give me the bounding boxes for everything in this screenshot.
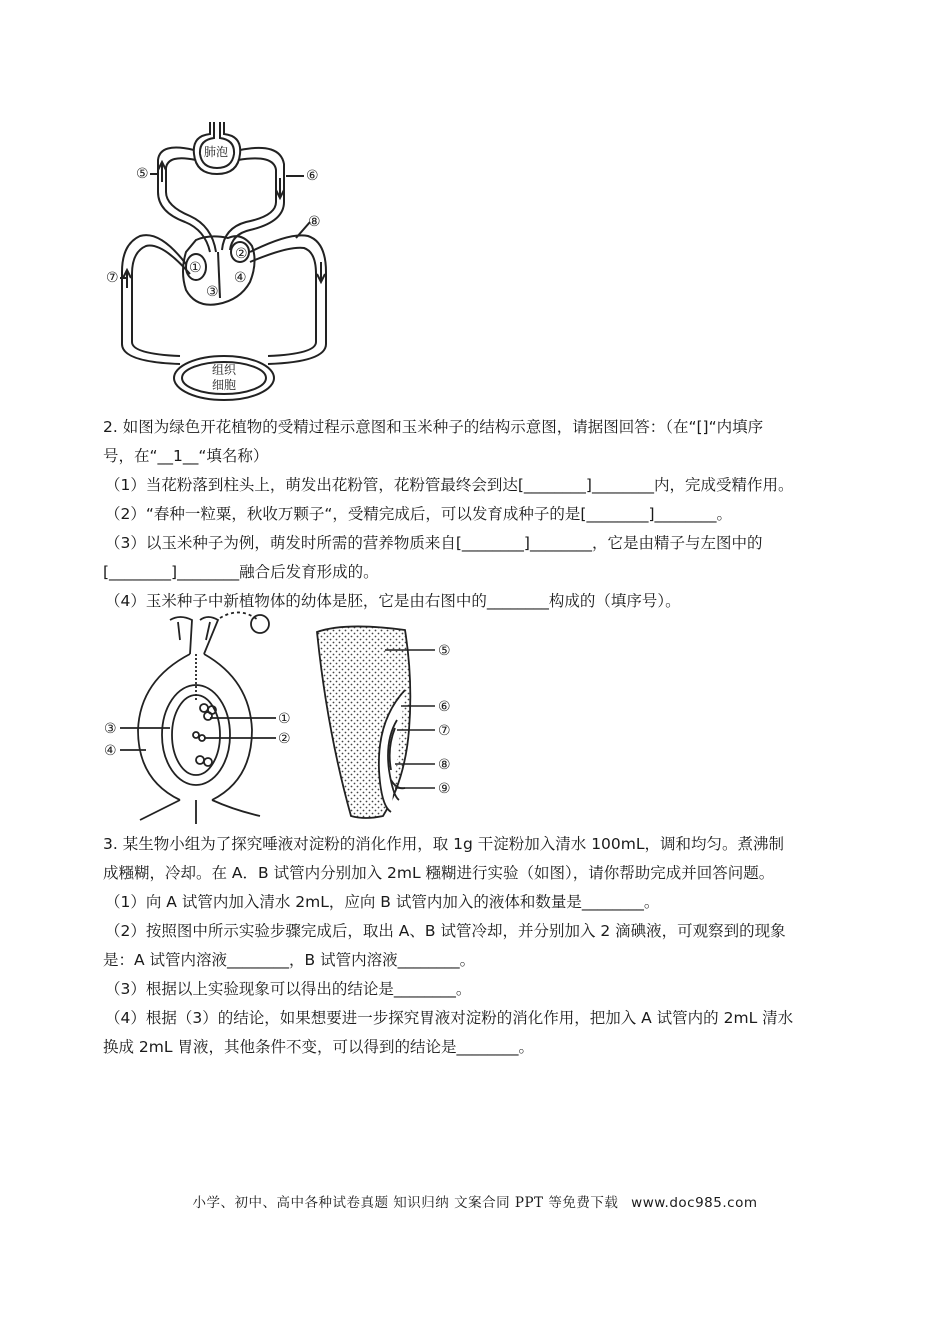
q2-intro-1: 2. 如图为绿色开花植物的受精过程示意图和玉米种子的结构示意图，请据图回答：（在“[]“内填序	[103, 418, 764, 436]
q3-sub-1: （1）向 A 试管内加入清水 2mL，应向 B 试管内加入的液体和数量是________。	[105, 893, 660, 911]
corn-seed-diagram	[305, 620, 465, 825]
flower-label-1: ①	[278, 711, 291, 727]
q2-intro-2: 号，在“__1__“填名称）	[103, 447, 269, 465]
seed-label-8: ⑧	[438, 757, 451, 773]
q2-sub-2: （2）“春种一粒粟，秋收万颗子“，受精完成后，可以发育成种子的是[________]________。	[105, 505, 733, 523]
flower-label-3: ③	[104, 721, 117, 737]
question-3	[103, 830, 848, 1062]
question-2	[103, 413, 848, 616]
q3-sub-2a: （2）按照图中所示实验步骤完成后，取出 A、B 试管冷却，并分别加入 2 滴碘液，可观察到的现象	[105, 922, 786, 940]
label-3: ③	[206, 284, 219, 300]
label-1: ①	[189, 260, 202, 276]
label-2: ②	[235, 246, 248, 262]
footer-text: 小学、初中、高中各种试卷真题 知识归纳 文案合同 PPT 等免费下载	[192, 1195, 619, 1211]
seed-label-7: ⑦	[438, 723, 451, 739]
label-4: ④	[234, 270, 247, 286]
seed-label-9: ⑨	[438, 781, 451, 797]
fertilization-diagram	[100, 610, 300, 825]
q3-sub-4b: 换成 2mL 胃液，其他条件不变，可以得到的结论是________。	[103, 1038, 534, 1056]
page-footer	[0, 1191, 950, 1211]
label-8: ⑦	[106, 270, 119, 286]
footer-url[interactable]: www.doc985.com	[631, 1195, 758, 1211]
tissue-label-2: 细胞	[212, 378, 237, 392]
q2-sub-3b: [________]________融合后发育形成的。	[103, 563, 379, 581]
q3-sub-3: （3）根据以上实验现象可以得出的结论是________。	[105, 980, 472, 998]
q2-sub-1: （1）当花粉落到柱头上，萌发出花粉管，花粉管最终会到达[________]________内，完成受精作用。	[105, 476, 794, 494]
circulation-diagram	[100, 112, 340, 402]
tissue-label-1: 组织	[212, 363, 237, 377]
label-6: ⑥	[306, 168, 319, 184]
q2-sub-4: （4）玉米种子中新植物体的幼体是胚，它是由右图中的________构成的（填序号）。	[105, 592, 681, 610]
seed-label-5: ⑤	[438, 643, 451, 659]
q3-intro-2: 成糨糊，冷却。在 A．B 试管内分别加入 2mL 糨糊进行实验（如图），请你帮助完成并回答问题。	[103, 864, 775, 882]
flower-label-2: ②	[278, 731, 291, 747]
q3-sub-4a: （4）根据（3）的结论，如果想要进一步探究胃液对淀粉的消化作用，把加入 A 试管内的 2mL 清水	[105, 1009, 794, 1027]
q3-sub-2b: 是：A 试管内溶液________，B 试管内溶液________。	[103, 951, 476, 969]
alveolus-label: 肺泡	[204, 145, 229, 159]
seed-label-6: ⑥	[438, 699, 451, 715]
flower-label-4: ④	[104, 743, 117, 759]
q2-sub-3a: （3）以玉米种子为例，萌发时所需的营养物质来自[________]________，它是由精子与左图中的	[105, 534, 763, 552]
label-7: ⑧	[308, 214, 321, 230]
label-5: ⑤	[136, 166, 149, 182]
q3-intro-1: 3. 某生物小组为了探究唾液对淀粉的消化作用，取 1g 干淀粉加入清水 100mL，调和均匀。煮沸制	[103, 835, 785, 853]
